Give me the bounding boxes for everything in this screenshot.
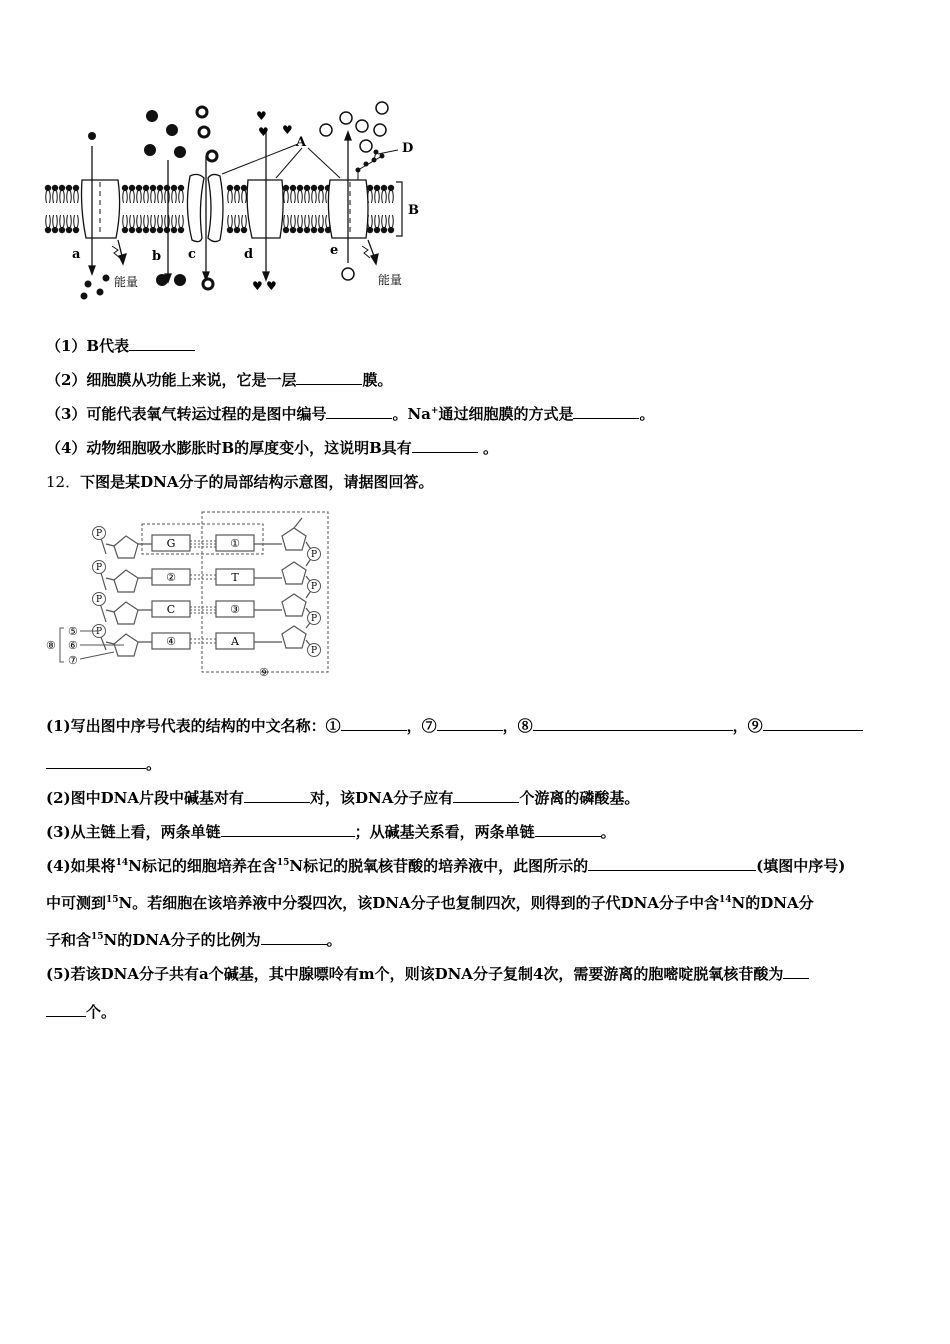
q11-item-3-text2: 通过细胞膜的方式是 bbox=[438, 405, 574, 423]
lipid-head bbox=[143, 185, 149, 203]
label-D: D bbox=[402, 141, 414, 156]
base-label: G bbox=[166, 537, 176, 550]
answer-blank[interactable] bbox=[46, 1002, 86, 1017]
lipid-head bbox=[178, 215, 184, 233]
phosphate-label: P bbox=[95, 529, 103, 539]
right-strand bbox=[254, 518, 314, 650]
phosphate-label: P bbox=[95, 595, 103, 605]
answer-blank[interactable] bbox=[244, 788, 310, 803]
answer-blank[interactable] bbox=[129, 336, 195, 351]
phosphate-label: P bbox=[310, 582, 318, 592]
q11-item-2-tail: 膜。 bbox=[362, 371, 393, 389]
lipid-head bbox=[129, 185, 135, 203]
lipid-head bbox=[66, 215, 72, 233]
svg-text:♥: ♥ bbox=[266, 279, 277, 293]
base-label: ② bbox=[166, 571, 176, 584]
q12-item-5-cont bbox=[46, 1002, 116, 1022]
answer-blank[interactable] bbox=[535, 822, 601, 837]
q12-item-4-text: 子和含 bbox=[46, 931, 92, 949]
answer-blank[interactable] bbox=[533, 716, 733, 731]
q12-item-4-text: N标记的细胞培养在含 bbox=[128, 857, 277, 875]
q12-item-4-line3 bbox=[46, 930, 342, 950]
lipid-head bbox=[311, 215, 317, 233]
cell-membrane-diagram bbox=[40, 98, 430, 303]
q12-intro-text: 下图是某DNA分子的局部结构示意图，请据图回答。 bbox=[80, 473, 434, 491]
phosphate-label: P bbox=[95, 563, 103, 573]
q12-item-4-tail: 。 bbox=[326, 931, 342, 949]
answer-blank[interactable] bbox=[437, 716, 503, 731]
answer-blank[interactable] bbox=[573, 404, 639, 419]
label-9: ⑨ bbox=[259, 666, 269, 678]
lipid-head bbox=[136, 185, 142, 203]
lipid-head bbox=[136, 215, 142, 233]
left-strand bbox=[99, 532, 152, 656]
q11-item-3 bbox=[46, 404, 654, 424]
lipid-head bbox=[45, 185, 51, 203]
q12-item-4-text: (4)如果将 bbox=[46, 857, 116, 875]
q12-item-1 bbox=[46, 716, 863, 736]
lipid-head bbox=[297, 185, 303, 203]
superscript: 15 bbox=[276, 858, 290, 868]
phosphate-label: P bbox=[95, 627, 103, 637]
svg-text:♥: ♥ bbox=[256, 109, 267, 123]
q12-item-1-text: (1)写出图中序号代表的结构的中文名称：① bbox=[46, 717, 341, 735]
q12-intro bbox=[46, 472, 433, 492]
lipid-head bbox=[318, 185, 324, 203]
answer-blank[interactable] bbox=[412, 438, 478, 453]
q12-item-1-cont bbox=[46, 754, 161, 774]
lipid-head bbox=[227, 215, 233, 233]
answer-blank[interactable] bbox=[453, 788, 519, 803]
q12-item-1-sep: ，⑨ bbox=[732, 717, 763, 735]
q12-item-3 bbox=[46, 822, 616, 842]
lipid-head bbox=[164, 215, 170, 233]
lipid-head bbox=[45, 215, 51, 233]
q12-item-5-text: (5)若该DNA分子共有a个碱基，其中腺嘌呤有m个，则该DNA分子复制4次，需要游离的胞嘧啶脱氧核苷酸为 bbox=[46, 965, 784, 983]
phosphate-label: P bbox=[310, 614, 318, 624]
channel-protein-d bbox=[247, 180, 283, 238]
q12-item-4 bbox=[46, 856, 845, 876]
q11-item-2 bbox=[46, 370, 392, 390]
lipid-head bbox=[122, 185, 128, 203]
label-6: ⑥ bbox=[68, 639, 78, 652]
lipid-head bbox=[388, 215, 394, 233]
q12-item-3-text: (3)从主链上看，两条单链 bbox=[46, 823, 221, 841]
lipid-head bbox=[318, 215, 324, 233]
lipid-head bbox=[59, 185, 65, 203]
superscript: 14 bbox=[718, 895, 732, 905]
lipid-head bbox=[388, 185, 394, 203]
answer-blank[interactable] bbox=[46, 754, 146, 769]
label-a: a bbox=[72, 247, 81, 262]
carrier-protein-c bbox=[187, 174, 223, 241]
superscript: 15 bbox=[91, 932, 104, 942]
lipid-head bbox=[164, 185, 170, 203]
lipid-head bbox=[52, 185, 58, 203]
lipid-head bbox=[73, 215, 79, 233]
lipid-head bbox=[122, 215, 128, 233]
svg-text:♥: ♥ bbox=[252, 279, 263, 293]
lipid-head bbox=[178, 185, 184, 203]
lipid-head bbox=[234, 215, 240, 233]
base-label: ④ bbox=[166, 635, 176, 648]
answer-blank[interactable] bbox=[261, 930, 327, 945]
lipid-head bbox=[374, 185, 380, 203]
channel-protein-a bbox=[82, 180, 120, 238]
lipid-head bbox=[234, 185, 240, 203]
question-number: 12． bbox=[46, 473, 81, 491]
lipid-head bbox=[73, 185, 79, 203]
q11-item-4 bbox=[46, 438, 498, 458]
answer-blank[interactable] bbox=[221, 822, 355, 837]
q11-item-4-text: （4）动物细胞吸水膨胀时B的厚度变小，这说明B具有 bbox=[46, 439, 412, 457]
q12-item-4-text: (填图中序号) bbox=[756, 857, 846, 875]
label-c: c bbox=[188, 247, 196, 262]
q12-item-2 bbox=[46, 788, 639, 808]
dna-structure-diagram bbox=[44, 506, 334, 678]
lipid-head bbox=[150, 185, 156, 203]
q11-item-3-text: （3）可能代表氧气转运过程的是图中编号 bbox=[46, 405, 327, 423]
base-label: T bbox=[231, 571, 239, 584]
label-e: e bbox=[330, 243, 339, 258]
answer-blank[interactable] bbox=[763, 716, 863, 731]
superscript: 14 bbox=[115, 858, 129, 868]
q12-item-3-text2: ；从碱基关系看，两条单链 bbox=[354, 823, 535, 841]
q12-item-1-sep: ，⑦ bbox=[406, 717, 437, 735]
label-8: ⑧ bbox=[46, 639, 56, 652]
phosphate-label: P bbox=[310, 646, 318, 656]
lipid-head bbox=[171, 185, 177, 203]
label-d: d bbox=[244, 247, 254, 262]
q12-item-4-line2 bbox=[46, 893, 814, 913]
lipid-head bbox=[304, 215, 310, 233]
q12-item-5-tail: 个。 bbox=[86, 1003, 117, 1021]
lipid-head bbox=[157, 185, 163, 203]
base-label: ① bbox=[230, 537, 240, 550]
q11-item-1 bbox=[46, 336, 195, 356]
lipid-head bbox=[150, 215, 156, 233]
q12-item-4-text: N的DNA分子的比例为 bbox=[103, 931, 261, 949]
q11-item-2-text: （2）细胞膜从功能上来说，它是一层 bbox=[46, 371, 297, 389]
base-label: A bbox=[231, 635, 239, 648]
q12-item-2-tail: 个游离的磷酸基。 bbox=[519, 789, 640, 807]
lipid-head bbox=[304, 185, 310, 203]
lipid-head bbox=[381, 215, 387, 233]
answer-blank[interactable] bbox=[296, 370, 362, 385]
lipid-head bbox=[241, 185, 247, 203]
label-b: b bbox=[152, 249, 162, 264]
q12-item-4-text: N标记的脱氧核苷酸的培养液中，此图所示的 bbox=[289, 857, 589, 875]
label-B: B bbox=[408, 203, 419, 218]
lipid-head bbox=[143, 215, 149, 233]
q11-item-4-tail: 。 bbox=[477, 439, 499, 457]
q12-item-2-text: (2)图中DNA片段中碱基对有 bbox=[46, 789, 244, 807]
lipid-head bbox=[290, 215, 296, 233]
label-5: ⑤ bbox=[68, 625, 78, 638]
svg-text:♥: ♥ bbox=[258, 125, 269, 139]
lipid-head bbox=[66, 185, 72, 203]
lipid-head bbox=[311, 185, 317, 203]
q12-item-2-text2: 对，该DNA分子应有 bbox=[310, 789, 454, 807]
lipid-head bbox=[297, 215, 303, 233]
q11-item-3-tail: 。 bbox=[639, 405, 655, 423]
q12-item-3-tail: 。 bbox=[600, 823, 616, 841]
q11-item-3-na: 。Na bbox=[392, 405, 431, 423]
lipid-head bbox=[171, 215, 177, 233]
phosphate-label: P bbox=[310, 550, 318, 560]
answer-blank[interactable] bbox=[588, 856, 756, 871]
lipid-head bbox=[290, 185, 296, 203]
q12-item-4-text: N的DNA分 bbox=[731, 894, 814, 912]
lipid-head bbox=[283, 215, 289, 233]
q12-item-1-sep: ，⑧ bbox=[502, 717, 533, 735]
base-label: ③ bbox=[230, 603, 240, 616]
label-A: A bbox=[296, 135, 307, 150]
q12-item-1-tail: 。 bbox=[146, 755, 162, 773]
lipid-head bbox=[227, 185, 233, 203]
energy-label-left: 能量 bbox=[114, 275, 139, 289]
lipid-head bbox=[241, 215, 247, 233]
answer-blank[interactable] bbox=[783, 964, 809, 979]
answer-blank[interactable] bbox=[326, 404, 392, 419]
q12-item-4-text: N。若细胞在该培养液中分裂四次，该DNA分子也复制四次，则得到的子代DNA分子中含 bbox=[118, 894, 719, 912]
base-label: C bbox=[166, 603, 176, 616]
lipid-head bbox=[59, 215, 65, 233]
lipid-head bbox=[381, 185, 387, 203]
q11-item-1-text: （1）B代表 bbox=[46, 337, 130, 355]
label-7: ⑦ bbox=[68, 654, 78, 667]
outside-molecules bbox=[88, 102, 388, 161]
svg-text:♥: ♥ bbox=[282, 123, 293, 137]
lipid-head bbox=[157, 215, 163, 233]
lipid-head bbox=[129, 215, 135, 233]
q12-item-5 bbox=[46, 964, 809, 984]
lipid-head bbox=[52, 215, 58, 233]
superscript: 15 bbox=[106, 895, 119, 905]
energy-label-right: 能量 bbox=[378, 273, 403, 287]
lipid-head bbox=[374, 215, 380, 233]
superscript: + bbox=[430, 406, 439, 416]
q12-item-4-text: 中可测到 bbox=[46, 894, 107, 912]
answer-blank[interactable] bbox=[341, 716, 407, 731]
